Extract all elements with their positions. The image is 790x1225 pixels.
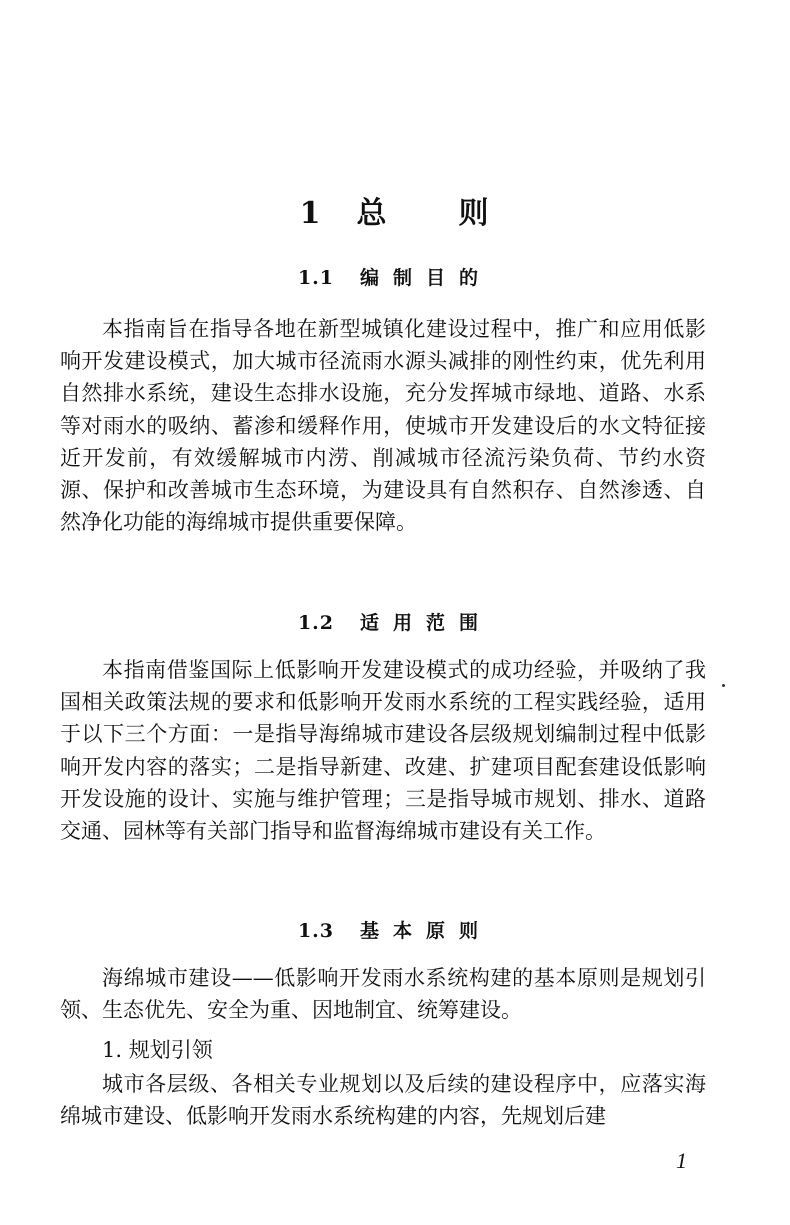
chapter-title-part2: 则 xyxy=(458,196,491,231)
section-title: 适用范围 xyxy=(360,612,493,634)
chapter-title-part1: 总 xyxy=(356,196,389,231)
scan-speck xyxy=(722,684,725,687)
section-heading-1-3 xyxy=(0,916,790,943)
section-title: 基本原则 xyxy=(360,920,493,942)
chapter-title xyxy=(0,188,790,232)
chapter-number: 1 xyxy=(299,196,323,231)
section-heading-1-1 xyxy=(0,263,790,290)
list-item-planning-lead: 1. 规划引领 xyxy=(102,1038,213,1062)
section-number: 1.2 xyxy=(297,612,335,634)
paragraph-principles: 海绵城市建设——低影响开发雨水系统构建的基本原则是规划引领、生态优先、安全为重、因地制宜、统筹建设。 xyxy=(60,966,706,1023)
paragraph-purpose: 本指南旨在指导各地在新型城镇化建设过程中，推广和应用低影响开发建设模式，加大城市径流雨水源头减排的刚性约束，优先利用自然排水系统，建设生态排水设施，充分发挥城市绿地、道路、水系等对雨水的吸纳、蓄渗和缓释作用，使城市开发建设后的水文特征接近开发前，有效缓解城市内涝、削减城市径流污染负荷、节约水资源、保护和改善城市生态环境，为建设具有自然积存、自然渗透、自然净化功能的海绵城市提供重要保障。 xyxy=(60,317,706,535)
section-number: 1.3 xyxy=(297,920,335,942)
section-heading-1-2 xyxy=(0,608,790,635)
section-number: 1.1 xyxy=(297,267,335,289)
paragraph-planning-lead: 城市各层级、各相关专业规划以及后续的建设程序中，应落实海绵城市建设、低影响开发雨水系统构建的内容，先规划后建 xyxy=(60,1072,706,1129)
page-number: 1 xyxy=(676,1148,687,1173)
section-title: 编制目的 xyxy=(360,267,493,289)
paragraph-scope: 本指南借鉴国际上低影响开发建设模式的成功经验，并吸纳了我国相关政策法规的要求和低影响开发雨水系统的工程实践经验，适用于以下三个方面：一是指导海绵城市建设各层级规划编制过程中低影响开发内容的落实；二是指导新建、改建、扩建项目配套建设低影响开发设施的设计、实施与维护管理；三是指导城市规划、排水、道路交通、园林等有关部门指导和监督海绵城市建设有关工作。 xyxy=(60,658,706,844)
